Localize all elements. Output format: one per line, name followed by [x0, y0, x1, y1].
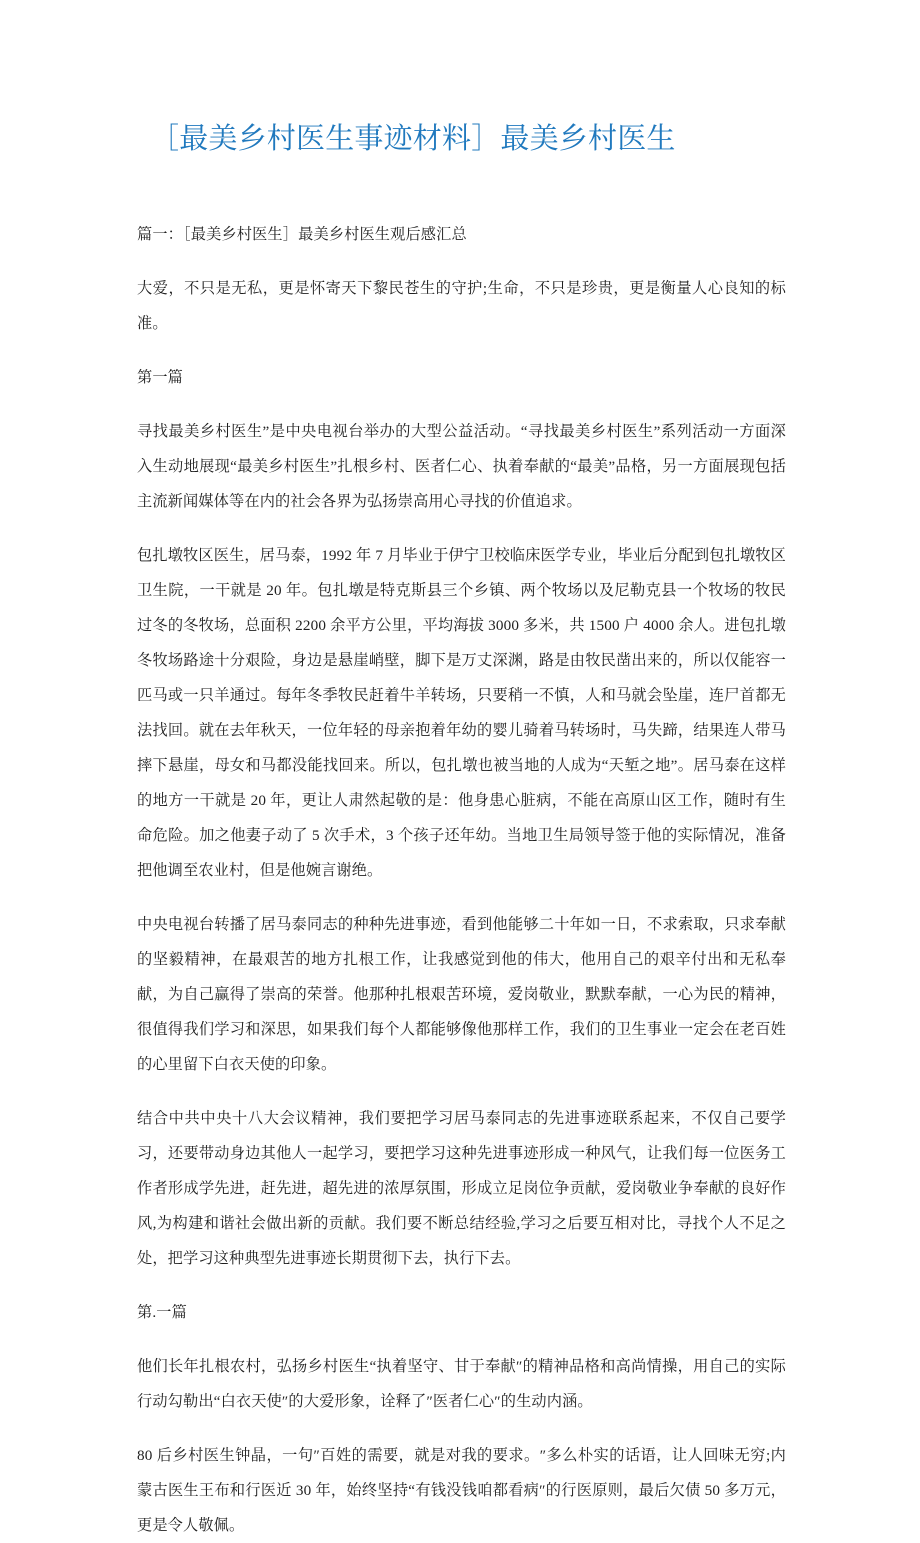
paragraph-spacer	[137, 395, 786, 414]
paragraph-zhongjing-wangbu: 80 后乡村医生钟晶，一句″百姓的需要，就是对我的要求。″多么朴实的话语，让人回味无穷;内蒙古医生王布和行医近 30 年，始终坚持“有钱没钱咱都看病″的行医原则，最后欠债 50 多万元，更是令人敬佩。	[137, 1447, 786, 1534]
subheading-di-er-pian: 第.一篇	[137, 1304, 187, 1321]
paragraph-jumatai-bio: 包扎墩牧区医生，居马泰，1992 年 7 月毕业于伊宁卫校临床医学专业，毕业后分配到包扎墩牧区卫生院，一干就是 20 年。包扎墩是特克斯县三个乡镇、两个牧场以及尼勒克县一个牧场的牧民过冬的冬牧场，总面积 2200 余平方公里，平均海拔 3000 多米，共 1500 户 4000 余人。进包扎墩冬牧场路途十分艰险，身边是悬崖峭壁，脚下是万丈深渊，路是由牧民凿出来的，所以仅能容一匹马或一只羊通过。每年冬季牧民赶着牛羊转场，只要稍一不慎，人和马就会坠崖，连尸首都无法找回。就在去年秋天，一位年轻的母亲抱着年幼的婴儿骑着马转场时，马失蹄，结果连人带马摔下悬崖，母女和马都没能找回来。所以，包扎墩也被当地的人成为“天堑之地”。居马泰在这样的地方一干就是 20 年，更让人肃然起敬的是：他身患心脏病，不能在高原山区工作，随时有生命危险。加之他妻子动了 5 次手术，3 个孩子还年幼。当地卫生局领导签于他的实际情况，准备把他调至农业村，但是他婉言谢绝。	[137, 547, 786, 879]
paragraph-xunzhao-activity: 寻找最美乡村医生”是中央电视台举办的大型公益活动。“寻找最美乡村医生”系列活动一方面深入生动地展现“最美乡村医生”扎根乡村、医者仁心、执着奉献的“最美”品格，另一方面展现包括主流新闻媒体等在内的社会各界为弘扬崇高用心寻找的价值追求。	[137, 423, 786, 510]
paragraph-spacer	[137, 252, 786, 271]
document-content-column	[137, 0, 786, 1543]
paragraph-spacer	[137, 1419, 786, 1438]
paragraph-spacer	[137, 519, 786, 538]
paragraph-spacer	[137, 1276, 786, 1295]
subheading-di-yi-pian: 第一篇	[137, 369, 184, 386]
paragraph-spacer	[137, 341, 786, 360]
section-heading-pian-yi: 篇一：［最美乡村医生］最美乡村医生观后感汇总	[137, 226, 467, 243]
paragraph-spacer	[137, 1082, 786, 1101]
paragraph-cctv-broadcast: 中央电视台转播了居马泰同志的种种先进事迹，看到他能够二十年如一日，不求索取，只求奉献的坚毅精神，在最艰苦的地方扎根工作，让我感觉到他的伟大，他用自己的艰辛付出和无私奉献，为自己赢得了崇高的荣誉。他那种扎根艰苦环境，爱岗敬业，默默奉献，一心为民的精神，很值得我们学习和深思，如果我们每个人都能够像他那样工作，我们的卫生事业一定会在老百姓的心里留下白衣天使的印象。	[137, 916, 786, 1073]
paragraph-grassroots-doctors: 他们长年扎根农村，弘扬乡村医生“执着坚守、甘于奉献″的精神品格和高尚情操，用自己的实际行动勾勒出“白衣天使″的大爱形象，诠释了″医者仁心″的生动内涵。	[137, 1358, 786, 1410]
paragraph-da-ai: 大爱，不只是无私，更是怀寄天下黎民苍生的守护;生命，不只是珍贵，更是衡量人心良知的标准。	[137, 280, 786, 332]
paragraph-spacer	[137, 1330, 786, 1349]
paragraph-spacer	[137, 888, 786, 907]
page-title: ［最美乡村医生事迹材料］最美乡村医生	[150, 123, 676, 155]
spacer-title-body	[137, 161, 786, 217]
paragraph-shibada-spirit: 结合中共中央十八大会议精神，我们要把学习居马泰同志的先进事迹联系起来，不仅自己要学习，还要带动身边其他人一起学习，要把学习这种先进事迹形成一种风气，让我们每一位医务工作者形成学先进，赶先进，超先进的浓厚氛围，形成立足岗位争贡献，爱岗敬业争奉献的良好作风,为构建和谐社会做出新的贡献。我们要不断总结经验,学习之后要互相对比，寻找个人不足之处，把学习这种典型先进事迹长期贯彻下去，执行下去。	[137, 1110, 786, 1267]
